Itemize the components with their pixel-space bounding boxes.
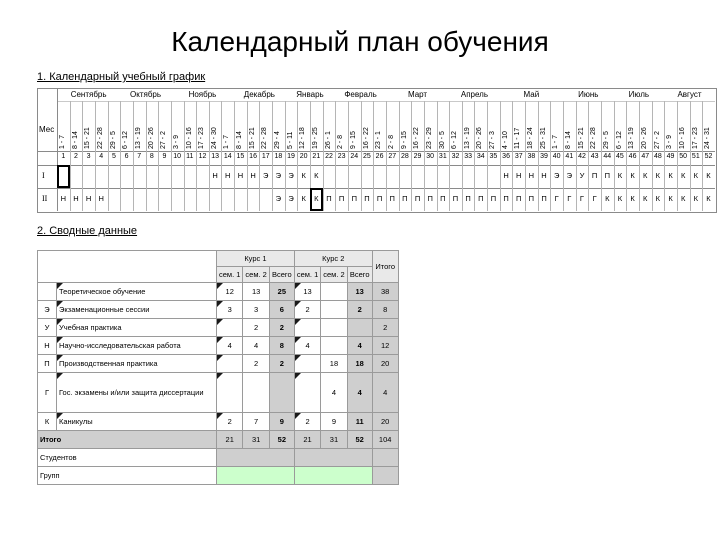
month-label: Декабрь: [243, 90, 275, 99]
weeks-c1s2: 3: [243, 301, 269, 319]
week-range-label: 2 - 8: [337, 134, 345, 149]
week-number: 49: [666, 153, 675, 160]
week-range-label: 25 - 31: [539, 127, 547, 149]
week-number: 8: [149, 153, 154, 160]
week-range-label: 20 - 26: [147, 127, 155, 149]
week-activity-code: П: [490, 194, 497, 203]
week-range-label: 13 - 19: [628, 127, 636, 149]
week-activity-code: Н: [85, 194, 92, 203]
week-number: 38: [527, 153, 536, 160]
week-range-label: 1 - 7: [552, 134, 560, 149]
weeks-c1s2: 2: [243, 355, 269, 373]
students-row-label: Студентов: [38, 449, 217, 467]
week-activity-code: К: [605, 194, 610, 203]
groups-row: [38, 467, 399, 485]
summary-row: [38, 413, 399, 431]
week-activity-code: П: [351, 194, 357, 203]
week-activity-code: П: [516, 194, 522, 203]
week-activity-code: П: [376, 194, 383, 203]
weeks-c2t: 2: [347, 301, 372, 319]
week-activity-code: П: [389, 194, 395, 203]
students-row: [38, 449, 399, 467]
week-number: 29: [413, 153, 422, 160]
week-activity-code: К: [301, 171, 306, 180]
week-activity-code: Н: [237, 171, 244, 180]
c1-sem2-header: сем. 2: [243, 267, 269, 283]
week-range-label: 5 - 11: [286, 131, 294, 149]
week-range-label: 27 - 3: [489, 131, 497, 149]
week-range-label: 15 - 21: [84, 127, 92, 149]
weeks-c2s1: [294, 355, 320, 373]
week-activity-code: К: [655, 194, 661, 203]
week-number: 42: [578, 153, 586, 160]
weeks-c1s1: 4: [217, 337, 243, 355]
week-activity-code: К: [668, 171, 673, 180]
week-number: 15: [236, 153, 245, 160]
week-number: 52: [704, 153, 713, 160]
week-number: 14: [223, 153, 232, 160]
week-range-label: 22 - 28: [590, 127, 598, 149]
week-range-label: 2 - 8: [387, 134, 395, 149]
week-activity-code: Г: [554, 194, 559, 203]
week-number: 24: [350, 153, 359, 160]
week-range-label: 26 - 1: [324, 131, 332, 149]
week-activity-code: П: [465, 194, 471, 203]
activity-code: Э: [38, 301, 57, 319]
summary-row: [38, 355, 399, 373]
week-number: 3: [86, 153, 91, 160]
week-activity-code: П: [326, 194, 332, 203]
week-range-label: 22 - 28: [96, 127, 104, 149]
activity-name: Каникулы: [57, 413, 217, 431]
week-range-label: 9 - 15: [349, 131, 357, 149]
weeks-c1t: 2: [269, 319, 294, 337]
weeks-c2s2: [321, 283, 347, 301]
week-range-label: 22 - 28: [261, 127, 269, 149]
weeks-c2s1: 2: [294, 413, 320, 431]
week-range-label: 29 - 5: [602, 131, 610, 149]
summary-row: [38, 283, 399, 301]
highlight-box: [310, 188, 323, 211]
month-label: Май: [523, 90, 540, 99]
week-range-label: 29 - 4: [274, 131, 282, 149]
week-range-label: 20 - 26: [476, 127, 484, 149]
week-range-label: 3 - 9: [172, 134, 180, 149]
week-number: 7: [137, 153, 142, 160]
week-activity-code: Н: [225, 171, 231, 180]
week-number: 37: [514, 153, 523, 160]
week-number: 10: [173, 153, 182, 160]
week-number: 9: [162, 153, 167, 160]
week-activity-code: Э: [553, 171, 560, 180]
week-activity-code: Н: [60, 194, 67, 203]
week-number: 16: [249, 153, 257, 160]
total-c1t: 52: [269, 431, 294, 449]
activity-code: П: [38, 355, 57, 373]
weeks-total: 8: [372, 301, 398, 319]
week-activity-code: Н: [98, 194, 104, 203]
weeks-c1s1: [217, 355, 243, 373]
weeks-c2s1: 2: [294, 301, 320, 319]
summary-total-row: [38, 431, 399, 449]
summary-row: [38, 337, 399, 355]
course-row-label: I: [42, 171, 45, 180]
week-range-label: 27 - 2: [160, 131, 168, 149]
activity-name: Научно-исследовательская работа: [57, 337, 217, 355]
month-label: Сентябрь: [70, 90, 107, 99]
students-row-c1: [217, 449, 295, 467]
total-c2s1: 21: [294, 431, 320, 449]
week-activity-code: П: [478, 194, 484, 203]
weeks-total: 12: [372, 337, 398, 355]
students-row-c2: [294, 449, 372, 467]
c1-all-header: Всего: [269, 267, 294, 283]
weeks-c2s1: 4: [294, 337, 320, 355]
week-activity-code: Н: [516, 171, 522, 180]
total-c2t: 52: [347, 431, 372, 449]
weeks-c2s2: [321, 337, 347, 355]
week-range-label: 15 - 21: [577, 127, 585, 149]
weeks-total: 38: [372, 283, 398, 301]
groups-row-c2: [294, 467, 372, 485]
week-number: 36: [502, 153, 510, 160]
summary-row: [38, 319, 399, 337]
week-range-label: 4 - 10: [501, 131, 509, 149]
week-activity-code: К: [680, 194, 686, 203]
week-number: 45: [616, 153, 624, 160]
month-label: Июль: [628, 90, 650, 99]
slide-title: Календарный план обучения: [171, 26, 549, 57]
week-number: 46: [628, 153, 637, 160]
week-activity-code: К: [643, 194, 648, 203]
highlight-box: [57, 165, 70, 188]
week-activity-code: П: [528, 194, 535, 203]
week-number: 44: [603, 153, 612, 160]
week-range-label: 9 - 15: [400, 131, 408, 149]
c2-sem2-header: сем. 2: [321, 267, 347, 283]
course2-header: Курс 2: [294, 251, 372, 267]
week-activity-code: К: [655, 171, 661, 180]
week-number: 43: [590, 153, 599, 160]
week-activity-code: К: [617, 194, 623, 203]
weeks-c2s2: [321, 319, 347, 337]
week-range-label: 1 - 7: [223, 134, 231, 149]
month-label: Февраль: [344, 90, 377, 99]
week-number: 35: [489, 153, 498, 160]
week-range-label: 16 - 22: [362, 127, 370, 149]
students-row-total: [372, 449, 398, 467]
week-activity-code: К: [668, 194, 673, 203]
week-number: 19: [287, 153, 295, 160]
week-activity-code: Э: [263, 171, 269, 180]
week-activity-code: К: [693, 171, 698, 180]
week-range-label: 11 - 17: [514, 127, 522, 149]
weeks-c1t: 6: [269, 301, 294, 319]
week-range-label: 6 - 12: [122, 131, 130, 149]
week-activity-code: У: [579, 171, 585, 180]
week-activity-code: Н: [212, 171, 218, 180]
week-activity-code: Н: [73, 194, 79, 203]
weeks-c2s1: 13: [294, 283, 320, 301]
activity-name: Теоретическое обучение: [57, 283, 217, 301]
mes-label: Мес: [39, 125, 55, 134]
week-range-label: 15 - 21: [248, 127, 256, 149]
weeks-c2t: 4: [347, 373, 372, 413]
weeks-c2t: 18: [347, 355, 372, 373]
week-activity-code: П: [604, 171, 610, 180]
week-range-label: 27 - 2: [653, 131, 661, 149]
week-activity-code: Э: [288, 194, 294, 203]
weeks-c2s2: 9: [321, 413, 347, 431]
week-activity-code: П: [503, 194, 509, 203]
week-number: 39: [540, 153, 548, 160]
week-activity-code: К: [706, 194, 711, 203]
week-activity-code: К: [630, 194, 635, 203]
week-range-label: 17 - 23: [198, 127, 206, 149]
weeks-c1t: [269, 373, 294, 413]
weeks-c1t: 2: [269, 355, 294, 373]
weeks-c2t: 4: [347, 337, 372, 355]
week-activity-code: К: [693, 194, 698, 203]
weeks-c2s2: [321, 301, 347, 319]
week-range-label: 12 - 18: [299, 127, 307, 149]
week-range-label: 24 - 30: [210, 127, 218, 149]
week-activity-code: Э: [566, 171, 573, 180]
week-activity-code: Н: [250, 171, 256, 180]
week-range-label: 16 - 22: [413, 127, 421, 149]
weeks-c1s2: [243, 373, 269, 413]
weeks-total: 20: [372, 413, 398, 431]
weeks-c2t: 13: [347, 283, 372, 301]
week-range-label: 6 - 12: [451, 131, 459, 149]
weeks-total: 2: [372, 319, 398, 337]
week-activity-code: П: [591, 171, 598, 180]
week-range-label: 30 - 5: [438, 131, 446, 149]
week-activity-code: П: [440, 194, 446, 203]
week-activity-code: К: [706, 171, 711, 180]
week-number: 2: [74, 153, 78, 160]
week-range-label: 3 - 9: [666, 134, 674, 149]
week-range-label: 6 - 12: [615, 131, 623, 149]
week-number: 21: [312, 153, 321, 160]
weeks-c2s2: 4: [321, 373, 347, 413]
week-range-label: 29 - 5: [109, 131, 117, 149]
week-range-label: 13 - 19: [463, 127, 471, 149]
c1-sem1-header: сем. 1: [217, 267, 243, 283]
week-number: 34: [476, 153, 485, 160]
weeks-c1t: 25: [269, 283, 294, 301]
week-range-label: 10 - 16: [185, 127, 193, 149]
week-number: 26: [375, 153, 384, 160]
week-activity-code: П: [402, 194, 408, 203]
week-activity-code: К: [314, 171, 319, 180]
activity-name: Гос. экзамены и/или защита диссертации: [57, 373, 217, 413]
activity-name: Производственная практика: [57, 355, 217, 373]
schedule-vline: [57, 88, 58, 211]
groups-row-total: [372, 467, 398, 485]
week-activity-code: П: [338, 194, 345, 203]
week-number: 30: [426, 153, 435, 160]
week-number: 27: [388, 153, 397, 160]
weeks-c1s2: 2: [243, 319, 269, 337]
total-c1s2: 31: [243, 431, 269, 449]
week-number: 33: [464, 153, 473, 160]
week-activity-code: К: [680, 171, 686, 180]
activity-code: Н: [38, 337, 57, 355]
summary-table: [37, 250, 399, 485]
week-activity-code: Н: [541, 171, 547, 180]
week-range-label: 10 - 16: [678, 127, 686, 149]
week-number: 4: [99, 153, 104, 160]
week-number: 22: [325, 153, 333, 160]
month-label: Июнь: [578, 90, 599, 99]
weeks-c1s1: 12: [217, 283, 243, 301]
week-activity-code: П: [427, 194, 433, 203]
week-range-label: 18 - 24: [527, 127, 535, 149]
course1-header: Курс 1: [217, 251, 295, 267]
month-label: Ноябрь: [188, 90, 217, 99]
groups-row-label: Групп: [38, 467, 217, 485]
activity-name: Экзаменационные сессии: [57, 301, 217, 319]
week-number: 17: [261, 153, 270, 160]
schedule-section-title: 1. Календарный учебный график: [37, 71, 206, 83]
c2-all-header: Всего: [347, 267, 372, 283]
weeks-c1s2: 13: [243, 283, 269, 301]
week-activity-code: Э: [275, 194, 282, 203]
weeks-c2t: [347, 319, 372, 337]
activity-code: К: [38, 413, 57, 431]
total-row-label: Итого: [38, 431, 217, 449]
week-range-label: 8 - 14: [71, 131, 79, 149]
week-activity-code: К: [301, 194, 306, 203]
summary-section-title: 2. Сводные данные: [37, 225, 138, 237]
week-range-label: 19 - 25: [312, 127, 319, 149]
weeks-c1s2: 7: [243, 413, 269, 431]
month-label: Январь: [296, 90, 324, 99]
month-label: Октябрь: [130, 90, 162, 99]
week-range-label: 23 - 1: [375, 131, 383, 149]
total-all: 104: [372, 431, 398, 449]
week-number: 13: [211, 153, 220, 160]
week-range-label: 8 - 14: [236, 131, 244, 149]
total-c2s2: 31: [321, 431, 347, 449]
weeks-total: 4: [372, 373, 398, 413]
week-activity-code: Э: [288, 171, 294, 180]
course-row-label: II: [42, 194, 48, 203]
week-range-label: 23 - 29: [425, 127, 433, 149]
groups-row-c1: [217, 467, 295, 485]
week-range-label: 20 - 26: [640, 127, 648, 149]
weeks-c1t: 8: [269, 337, 294, 355]
weeks-c1s2: 4: [243, 337, 269, 355]
activity-name: Учебная практика: [57, 319, 217, 337]
total-header: Итого: [372, 251, 398, 283]
week-activity-code: К: [617, 171, 623, 180]
week-range-label: 24 - 31: [704, 127, 712, 149]
weeks-c1t: 9: [269, 413, 294, 431]
week-number: 5: [111, 153, 116, 160]
week-number: 1: [61, 153, 66, 160]
week-activity-code: К: [643, 171, 648, 180]
week-number: 6: [124, 153, 129, 160]
week-range-label: 13 - 19: [134, 127, 142, 149]
weeks-total: 20: [372, 355, 398, 373]
week-range-label: 1 - 7: [59, 134, 66, 149]
week-number: 51: [691, 153, 700, 160]
week-number: 25: [363, 153, 371, 160]
week-activity-code: Н: [503, 171, 509, 180]
weeks-c1s1: [217, 373, 243, 413]
week-number: 28: [400, 153, 409, 160]
week-activity-code: Г: [567, 194, 572, 203]
weeks-c2s2: 18: [321, 355, 347, 373]
week-number: 12: [198, 153, 207, 160]
weeks-c2s1: [294, 373, 320, 413]
week-number: 41: [565, 153, 574, 160]
week-activity-code: П: [364, 194, 370, 203]
week-range-label: 17 - 23: [691, 127, 699, 149]
activity-code: [38, 283, 57, 301]
month-label: Апрель: [460, 90, 488, 99]
week-activity-code: Г: [592, 194, 597, 203]
week-number: 31: [438, 153, 447, 160]
week-number: 11: [186, 153, 194, 160]
week-number: 23: [337, 153, 346, 160]
week-activity-code: Э: [275, 171, 282, 180]
week-activity-code: Г: [579, 194, 584, 203]
week-number: 32: [451, 153, 460, 160]
c2-sem1-header: сем. 1: [294, 267, 320, 283]
weeks-c1s1: [217, 319, 243, 337]
week-number: 20: [299, 153, 308, 160]
week-number: 18: [274, 153, 283, 160]
summary-row: [38, 301, 399, 319]
summary-row: [38, 373, 399, 413]
week-activity-code: П: [541, 194, 547, 203]
week-activity-code: Н: [528, 171, 535, 180]
week-number: 50: [679, 153, 688, 160]
activity-code: У: [38, 319, 57, 337]
total-c1s1: 21: [217, 431, 243, 449]
activity-code: Г: [38, 373, 57, 413]
week-activity-code: П: [414, 194, 421, 203]
week-number: 40: [552, 153, 561, 160]
week-activity-code: К: [630, 171, 635, 180]
week-range-label: 8 - 14: [565, 131, 572, 149]
week-number: 47: [641, 153, 650, 160]
month-label: Март: [407, 90, 428, 99]
week-number: 48: [653, 153, 662, 160]
weeks-c1s1: 2: [217, 413, 243, 431]
weeks-c2t: 11: [347, 413, 372, 431]
week-activity-code: К: [314, 194, 319, 203]
week-activity-code: П: [452, 194, 459, 203]
weeks-c2s1: [294, 319, 320, 337]
month-label: Август: [677, 90, 702, 99]
weeks-c1s1: 3: [217, 301, 243, 319]
summary-header-blank: [38, 251, 217, 283]
